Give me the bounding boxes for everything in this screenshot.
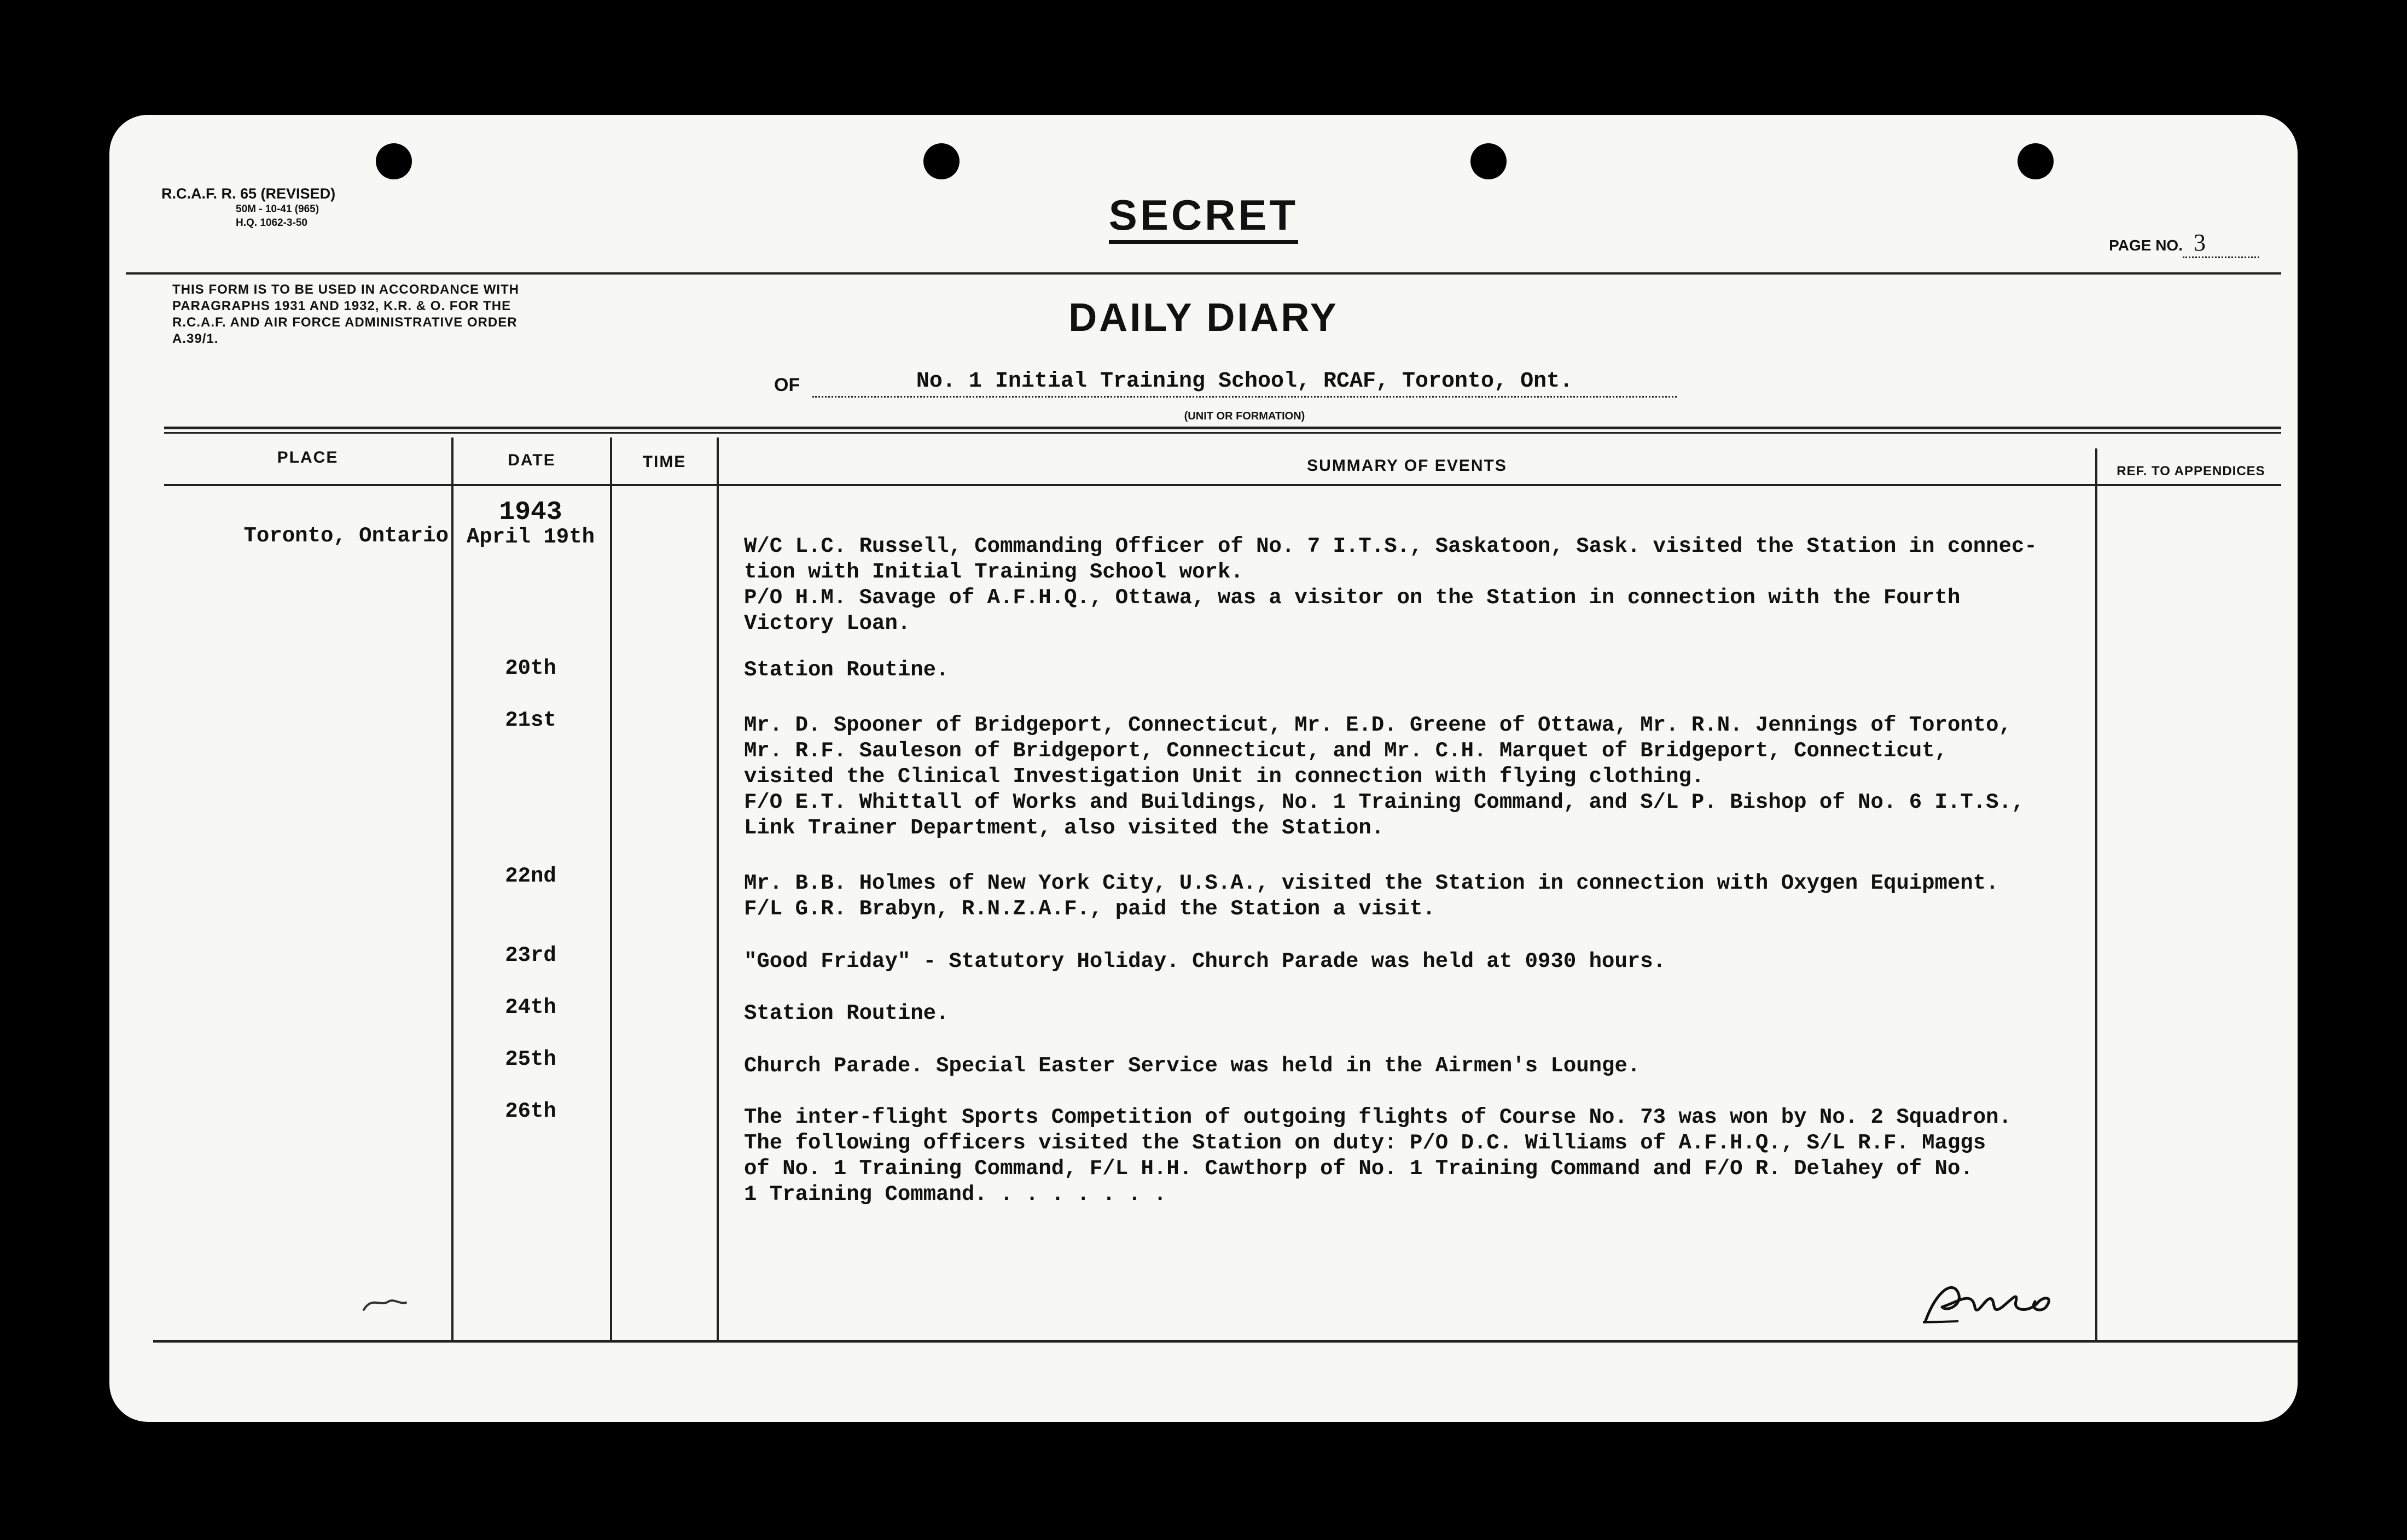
entry-summary: Church Parade. Special Easter Service was held in the Airmen's Lounge.	[744, 1054, 1641, 1078]
unit-of-label: OF	[774, 375, 800, 395]
entry-summary: Station Routine.	[744, 658, 949, 682]
column-divider	[2095, 448, 2097, 1340]
diary-page	[109, 115, 2298, 1422]
entry-summary: The inter-flight Sports Competition of outgoing flights of Course No. 73 was won by No. 2 Squadron. The following officers visited the Station on duty: P/O D.C. Williams of A.F.H.Q., S/L R.F. Maggs of No. 1 Training Command, F/L H.H. Cawthorp of No. 1 Training Command and F/O R. Delahey of No. 1 Training Command. . . . . . . .	[744, 1105, 2011, 1206]
punch-hole	[1470, 143, 1507, 179]
entry-date: 24th	[505, 995, 556, 1019]
entry-summary: Mr. B.B. Holmes of New York City, U.S.A., visited the Station in connection with Oxygen Equipment. F/L G.R. Brabyn, R.N.Z.A.F., paid the Station a visit.	[744, 871, 1999, 921]
entry-date: 26th	[505, 1099, 556, 1123]
entry-date: 20th	[505, 656, 556, 680]
page-number-value: 3	[2183, 229, 2259, 258]
classification-heading	[109, 190, 2298, 240]
entry-date: 21st	[505, 708, 556, 732]
header-rule	[126, 272, 2281, 275]
table-bottom-rule	[153, 1340, 2298, 1343]
form-number: R.C.A.F. R. 65 (REVISED)	[161, 185, 336, 202]
punch-hole	[2018, 143, 2054, 179]
page-title: DAILY DIARY	[1068, 296, 1339, 340]
column-header-appendices: REF. TO APPENDICES	[2117, 464, 2265, 479]
page-number-label: PAGE NO.	[2109, 237, 2183, 254]
classification-text: SECRET	[1109, 191, 1298, 244]
column-header-date: DATE	[508, 451, 556, 469]
officer-signature	[1920, 1269, 2062, 1329]
column-divider	[610, 438, 612, 1340]
form-print-code: 50M - 10-41 (965)	[236, 203, 319, 215]
entry-summary: "Good Friday" - Statutory Holiday. Church Parade was held at 0930 hours.	[744, 949, 1666, 973]
column-divider	[717, 438, 719, 1340]
table-top-rule	[164, 432, 2281, 434]
column-header-rule	[164, 484, 2281, 486]
table-top-rule	[164, 427, 2281, 429]
punch-hole	[923, 143, 960, 179]
form-hq-code: H.Q. 1062-3-50	[236, 217, 307, 229]
entry-date: 22nd	[505, 864, 556, 888]
column-header-time: TIME	[642, 453, 687, 471]
entry-summary: Station Routine.	[744, 1001, 949, 1025]
column-header-place: PLACE	[277, 448, 339, 466]
page-number-field	[2109, 229, 2259, 258]
entry-date: April 19th	[466, 525, 595, 549]
form-instructions: THIS FORM IS TO BE USED IN ACCORDANCE WITH PARAGRAPHS 1931 AND 1932, K.R. & O. FOR THE R.C.A.F. AND AIR FORCE ADMINISTRATIVE ORDER A.39/1.	[172, 282, 520, 346]
entry-date: 23rd	[505, 943, 556, 967]
column-divider	[451, 438, 454, 1340]
entry-summary: W/C L.C. Russell, Commanding Officer of No. 7 I.T.S., Saskatoon, Sask. visited the Station in connec- tion with Initial Training School work. P/O H.M. Savage of A.F.H.Q., Ottawa, was a visitor on the Station in connection with the Fourth Victory Loan.	[744, 534, 2037, 635]
entry-date: 25th	[505, 1047, 556, 1071]
unit-name-field: No. 1 Initial Training School, RCAF, Toronto, Ont.	[812, 369, 1677, 398]
place-entry: Toronto, Ontario	[243, 524, 449, 548]
diary-year: 1943	[499, 498, 562, 527]
entry-summary: Mr. D. Spooner of Bridgeport, Connecticut, Mr. E.D. Greene of Ottawa, Mr. R.N. Jennings of Toronto, Mr. R.F. Sauleson of Bridgeport, Connecticut, and Mr. C.H. Marquet of Bridgeport, Connecticut, visited the Clinical Investigation Unit in connection with flying clothing. F/O E.T. Whittall of Works and Buildings, No. 1 Training Command, and S/L P. Bishop of No. 6 I.T.S., Link Trainer Department, also visited the Station.	[744, 713, 2025, 840]
pencil-mark	[361, 1291, 410, 1318]
column-header-summary: SUMMARY OF EVENTS	[1307, 457, 1507, 475]
unit-caption: (UNIT OR FORMATION)	[1184, 410, 1305, 422]
punch-hole	[376, 143, 412, 179]
